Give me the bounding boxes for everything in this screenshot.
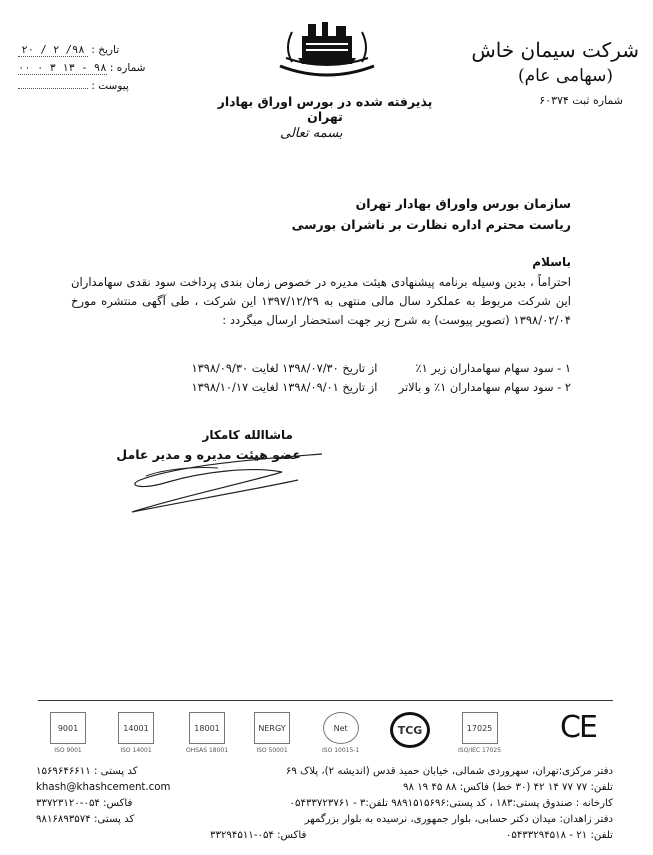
cert-iso-14001 [118,712,154,757]
footer-postal-code: کد پستی : ۱۵۶۹۶۴۶۶۱۱ [36,766,138,777]
cert-label: ISO 50001 [256,747,288,754]
footer-head-office-phone: تلفن: ۷۷ ۷۷ ۱۴ ۴۲ (۳۰ خط) فاکس: ۸۸ ۴۵ ۱۹ ۹۸ [403,782,613,793]
cert-ohsas-18001 [186,712,228,757]
attachment-label: پیوست : [91,80,129,92]
certification-badge: Net [323,712,359,744]
cert-iso-9001 [50,712,86,757]
attachment-value [18,88,88,89]
item-label: ۲ - سود سهام سهامداران ۱٪ و بالاتر [398,380,571,394]
footer-divider [38,700,613,701]
cert-iso-10015 [322,712,359,757]
cert-tcg [390,712,430,757]
recipient-office: ریاست محترم اداره نظارت بر ناشران بورسی [291,217,571,232]
footer-factory: کارخانه : صندوق پستی:۱۸۳ ، کد پستی:۹۸۹۱۵۱۵۶۹۶ تلفن:۳ - ۰۵۴۳۳۷۲۳۷۶۱ [289,798,613,809]
number-value: ۹۸ - ۱۳ ۳ ۰ ۰۰ [18,62,107,74]
footer-zahedan-phone: تلفن: ۲۱ - ۰۵۴۳۳۲۹۴۵۱۸ [505,830,613,841]
listed-on-exchange: پذیرفته شده در بورس اوراق بهادار تهران [217,94,433,124]
salutation: باسلام [532,255,571,269]
certification-badge: NERGY [254,712,290,744]
date-value: ۹۸/ ۲ / ۲۰ [18,44,88,57]
item-label: ۱ - سود سهام سهامداران زیر ۱٪ [415,361,571,375]
footer-email: khash@khashcement.com [36,782,171,793]
footer-zahedan-fax: فاکس: ۰۵۴-۳۳۲۹۴۵۱۱ [210,830,307,841]
footer-zahedan-postal: کد پستی: ۹۸۱۶۸۹۳۵۷۴ [36,814,135,825]
certification-badge: 17025 [462,712,498,744]
cert-label: ISO 9001 [54,747,82,754]
cert-iso-17025 [458,712,501,757]
signatory-name: ماشاالله کامکار [202,428,293,442]
cert-label: ISO 14001 [120,747,152,754]
company-name: شرکت سیمان خاش [471,38,639,62]
tcg-badge: TCG [390,712,430,748]
company-logo [272,14,382,86]
recipient-org: سازمان بورس واوراق بهادار تهران [355,196,571,211]
letter-body: احتراماً ، بدین وسیله برنامه پیشنهادی هیئت مدیره در خصوص زمان بندی پرداخت سود نقدی سهامداران این شرکت مربوط به عملکرد سال مالی منتهی به ۱۳۹۷/۱۲/۲۹ این شرکت ، طی آگهی منتشره مورخ ۱۳۹۸/۰۲/۰۴ (تصویر پیوست) به شرح زیر جهت استحضار ارسال میگردد : [71,275,571,327]
certification-badge: 9001 [50,712,86,744]
date-label: تاریخ : [91,44,120,56]
company-type: (سهامی عام) [517,66,613,86]
dividend-item-2 [192,380,572,394]
item-range: از تاریخ ۱۳۹۸/۰۷/۳۰ لغایت ۱۳۹۸/۰۹/۳۰ [191,361,378,375]
certification-badge: 18001 [189,712,225,744]
ce-mark: CE [560,710,596,745]
dividend-item-1 [192,361,572,375]
cert-label: ISO/IEC 17025 [458,747,502,754]
letter-date [18,44,119,57]
registration-number: شماره ثبت ۶۰۳۷۴ [539,94,623,107]
footer-factory-fax: فاکس: ۰۵۴-۳۳۷۲۳۱۲۰ [36,798,133,809]
letter-attachment [18,80,129,92]
number-label: شماره : [109,62,146,74]
cert-label: ISO 10015-1 [322,747,360,754]
certification-badge: 14001 [118,712,154,744]
cert-iso-50001 [254,712,290,757]
basmala: بسمه تعالی [280,126,343,141]
letter-number [18,62,145,75]
item-range: از تاریخ ۱۳۹۸/۰۹/۰۱ لغایت ۱۳۹۸/۱۰/۱۷ [191,380,378,394]
footer-head-office: دفتر مرکزی:تهران، سهروردی شمالی، خیابان حمید قدس (اندیشه ۲)، پلاک ۶۹ [285,766,613,777]
handwritten-signature [122,436,342,518]
signatory-title: عضو هیئت مدیره و مدیر عامل [116,447,301,462]
cert-label: OHSAS 18001 [186,747,229,754]
footer-zahedan-office: دفتر زاهدان: میدان دکتر حسابی، بلوار جمهوری، نرسیده به بلوار بزرگمهر [304,814,613,825]
